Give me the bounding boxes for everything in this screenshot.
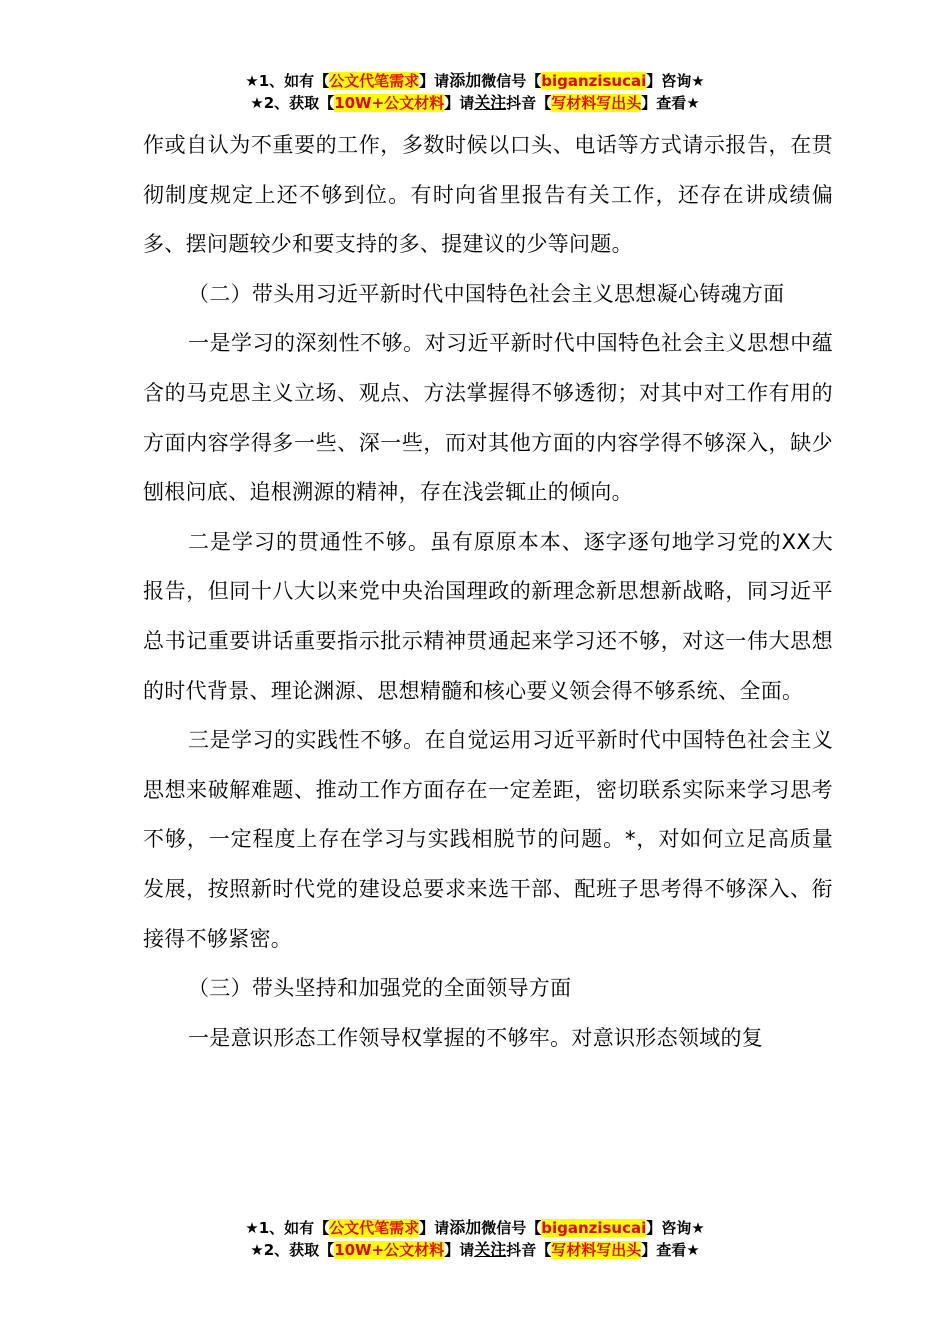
- banner-text: 】请: [419, 1219, 450, 1237]
- banner-text: 抖音【: [506, 94, 552, 112]
- banner-emphasis: 关注: [474, 1240, 507, 1259]
- banner-wechat-id: biganzisucai: [541, 72, 647, 90]
- banner-emphasis: 关注: [474, 93, 507, 112]
- banner-emphasis: 添加: [449, 1218, 482, 1237]
- banner-emphasis: 添加: [449, 71, 482, 90]
- document-body: [143, 121, 833, 1063]
- banner-text: ★2、获取【: [250, 1241, 335, 1259]
- section-heading-2: （二）带头用习近平新时代中国特色社会主义思想凝心铸魂方面: [188, 281, 785, 306]
- banner-text: 】咨询★: [646, 1219, 705, 1237]
- banner-line-1: [0, 1217, 950, 1239]
- banner-highlight: 公文代笔需求: [329, 72, 420, 90]
- banner-text: 微信号【: [481, 72, 542, 90]
- banner-text: 】请: [419, 72, 450, 90]
- paragraph-continuation: 作或自认为不重要的工作，多数时候以口头、电话等方式请示报告，在贯彻制度规定上还不够到位。有时向省里报告有关工作，还存在讲成绩偏多、摆问题较少和要支持的多、提建议的少等问题。: [143, 133, 833, 257]
- banner-text: 微信号【: [481, 1219, 542, 1237]
- paragraph-point-1-section-3: 一是意识形态工作领导权掌握的不够牢。对意识形态领域的复: [188, 1025, 764, 1050]
- banner-line-2: [0, 92, 950, 114]
- banner-douyin-id: 写材料写出头: [551, 94, 642, 112]
- banner-line-2: [0, 1239, 950, 1261]
- footer-banner: [0, 1217, 950, 1261]
- banner-wechat-id: biganzisucai: [541, 1219, 647, 1237]
- paragraph-point-1: 一是学习的深刻性不够。对习近平新时代中国特色社会主义思想中蕴含的马克思主义立场、观点、方法掌握得不够透彻；对其中对工作有用的方面内容学得多一些、深一些，而对其他方面的内容学得不够深入，缺少刨根问底、追根溯源的精神，存在浅尝辄止的倾向。: [143, 331, 833, 505]
- banner-line-1: [0, 70, 950, 92]
- banner-douyin-id: 写材料写出头: [551, 1241, 642, 1259]
- banner-highlight: 10W+公文材料: [334, 94, 445, 112]
- banner-text: ★2、获取【: [250, 94, 335, 112]
- banner-text: ★1、如有【: [245, 72, 330, 90]
- banner-highlight: 10W+公文材料: [334, 1241, 445, 1259]
- banner-text: 】查看★: [641, 94, 700, 112]
- banner-text: ★1、如有【: [245, 1219, 330, 1237]
- banner-text: 抖音【: [506, 1241, 552, 1259]
- banner-text: 】请: [444, 1241, 475, 1259]
- section-heading-3: （三）带头坚持和加强党的全面领导方面: [188, 976, 572, 1001]
- banner-text: 】请: [444, 94, 475, 112]
- banner-highlight: 公文代笔需求: [329, 1219, 420, 1237]
- paragraph-point-3: 三是学习的实践性不够。在自觉运用习近平新时代中国特色社会主义思想来破解难题、推动工作方面存在一定差距，密切联系实际来学习思考不够，一定程度上存在学习与实践相脱节的问题。*，对如何立足高质量发展，按照新时代党的建设总要求来选干部、配班子思考得不够深入、衔接得不够紧密。: [143, 728, 833, 951]
- banner-text: 】咨询★: [646, 72, 705, 90]
- header-banner: [0, 70, 950, 114]
- paragraph-point-2: 二是学习的贯通性不够。虽有原原本本、逐字逐句地学习党的XX大报告，但同十八大以来党中央治国理政的新理念新思想新战略，同习近平总书记重要讲话重要指示批示精神贯通起来学习还不够，对这一伟大思想的时代背景、理论渊源、思想精髓和核心要义领会得不够系统、全面。: [143, 529, 833, 703]
- banner-text: 】查看★: [641, 1241, 700, 1259]
